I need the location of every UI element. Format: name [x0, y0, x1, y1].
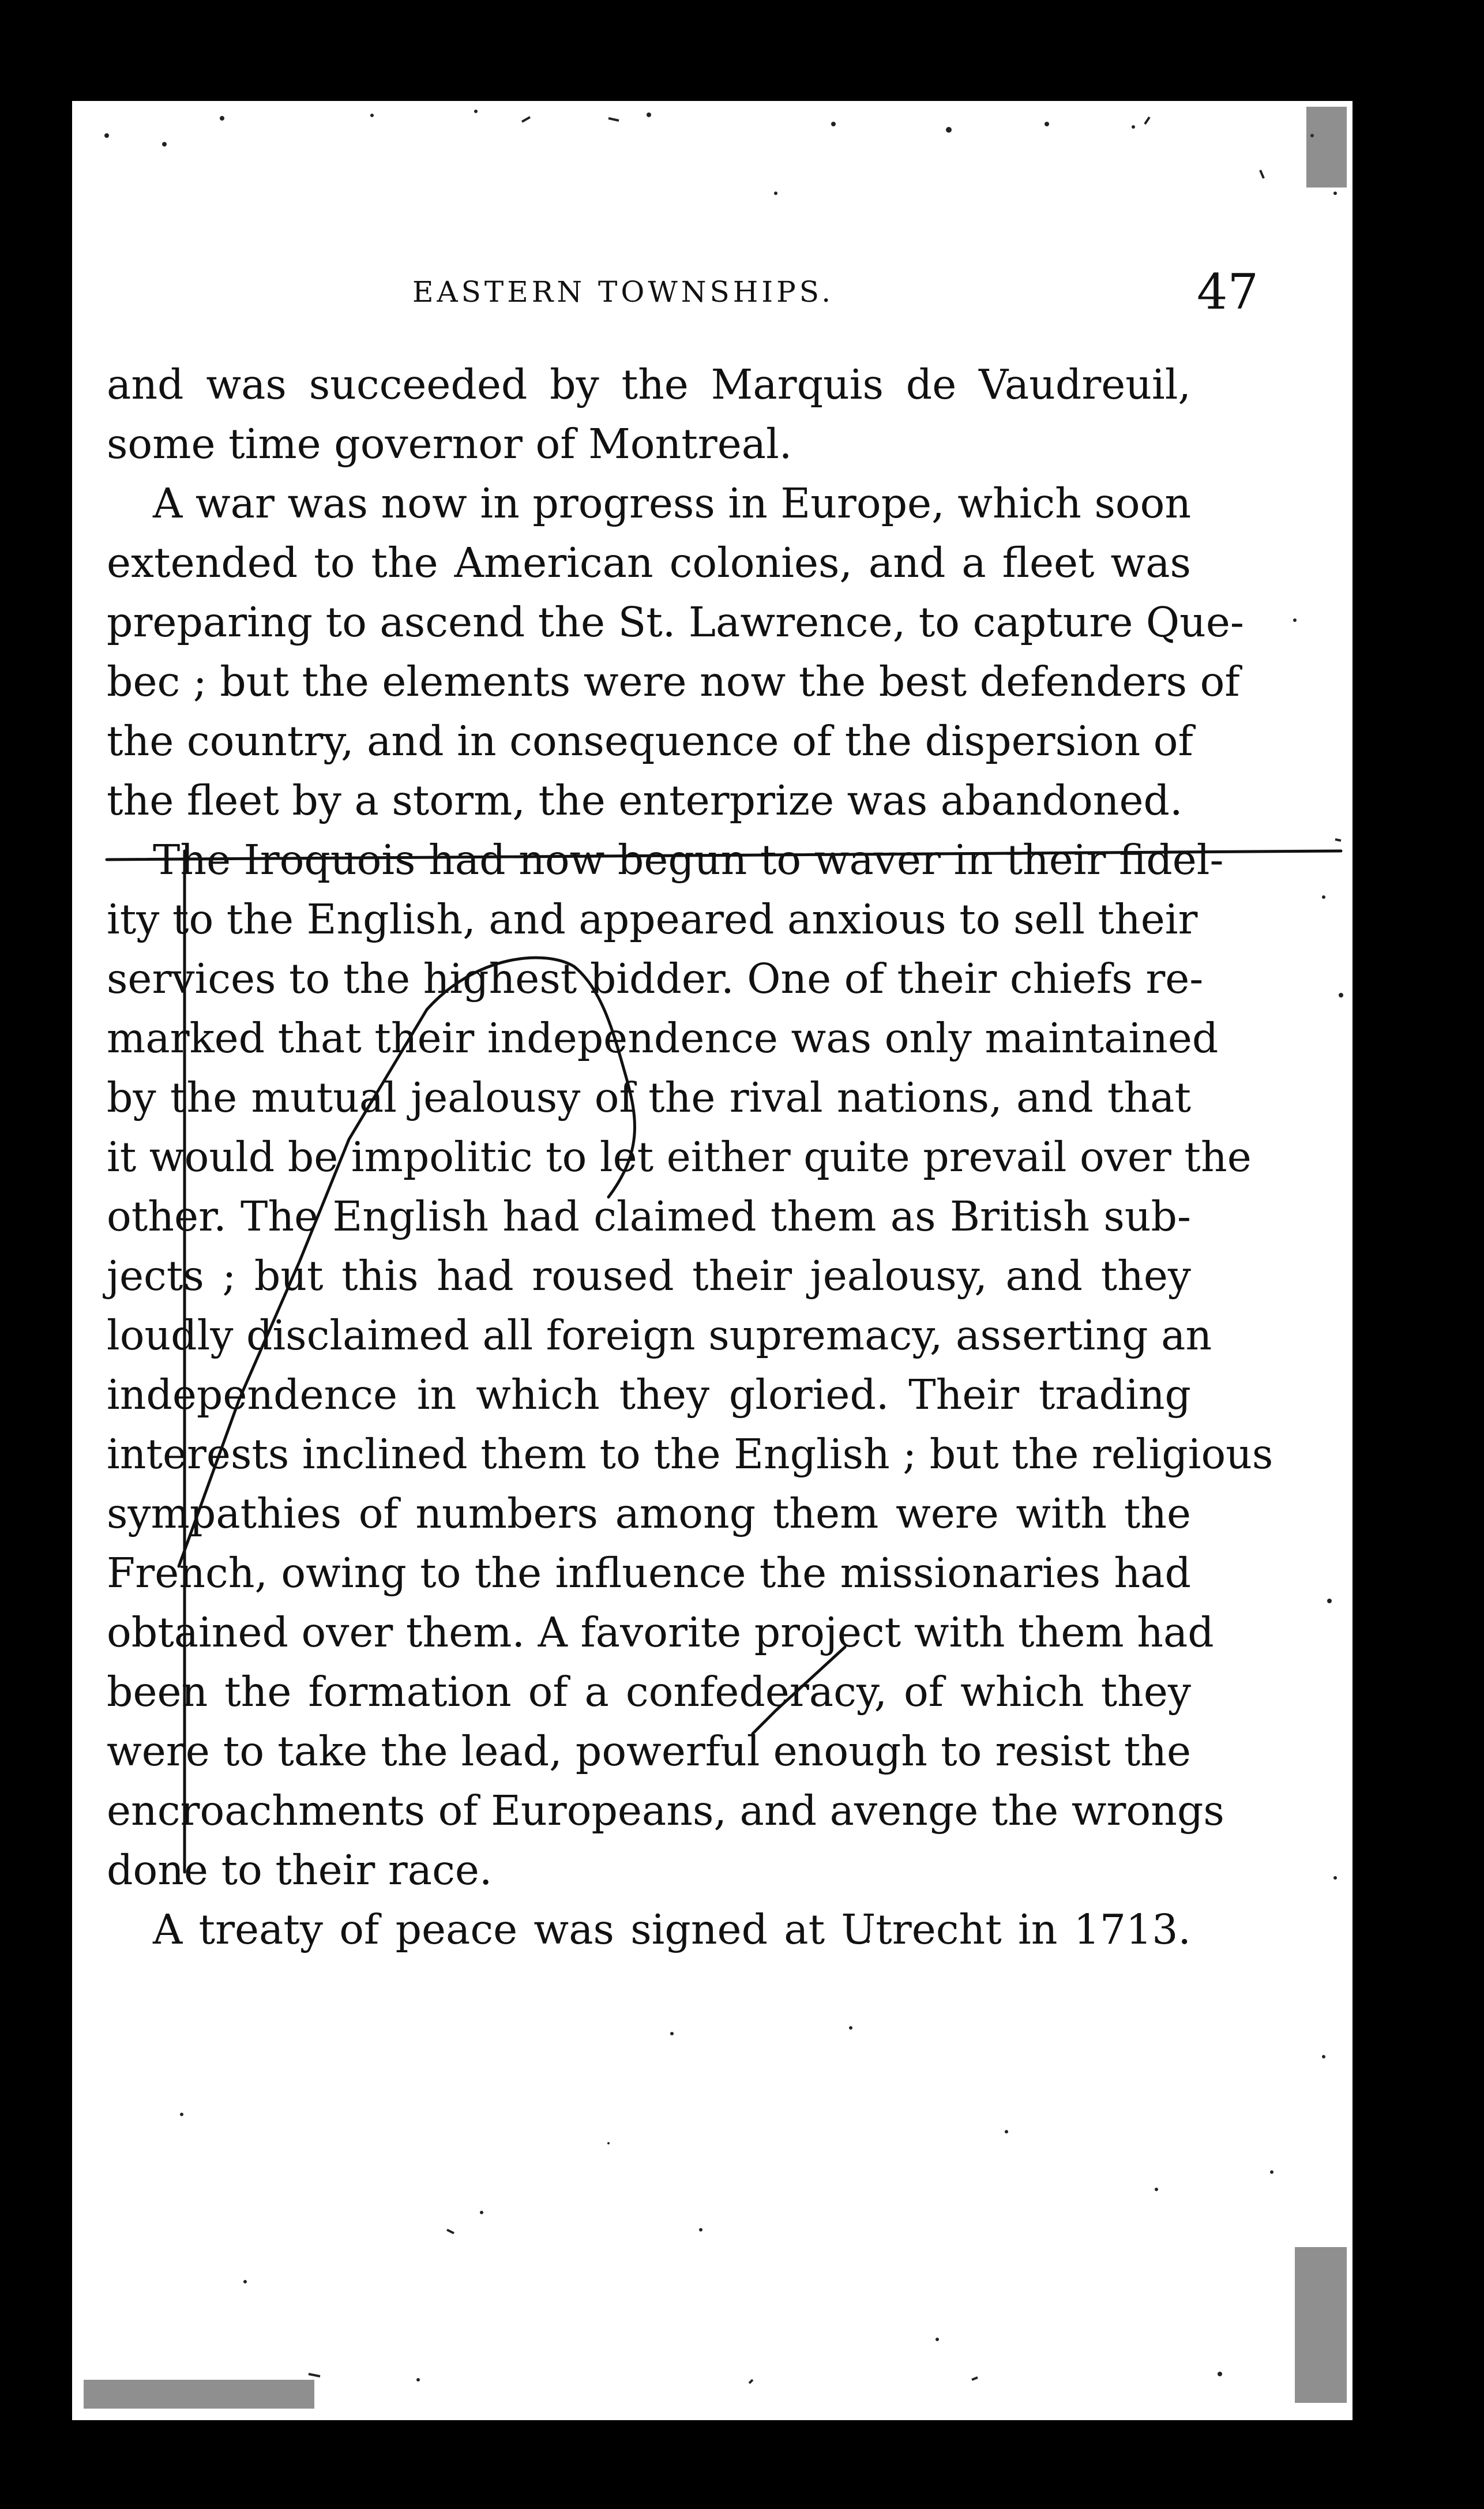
text-line: obtained over them. A favorite project with them had: [107, 1608, 1214, 1656]
text-line: ity to the English, and appeared anxious to sell their: [107, 895, 1198, 943]
running-head: EASTERN TOWNSHIPS.: [412, 275, 835, 309]
text-line: interests inclined them to the English ; but the religious: [107, 1430, 1273, 1478]
text-line: services to the highest bidder. One of their chiefs re-: [107, 955, 1204, 1003]
text-line: sympathies of numbers among them were with the: [107, 1490, 1191, 1537]
text-line: were to take the lead, powerful enough to resist the: [107, 1727, 1191, 1775]
text-line: been the formation of a confederacy, of which they: [107, 1668, 1191, 1716]
text-line: independence in which they gloried. Their trading: [107, 1371, 1191, 1419]
text-line: extended to the American colonies, and a fleet was: [107, 539, 1191, 587]
text-line: jects ; but this had roused their jealousy, and they: [107, 1252, 1191, 1300]
text-line: preparing to ascend the St. Lawrence, to capture Que-: [107, 598, 1244, 646]
text-line: marked that their independence was only maintained: [107, 1014, 1219, 1062]
text-line: The Iroquois had now begun to waver in their fidel-: [153, 836, 1224, 884]
text-line: some time governor of Montreal.: [107, 420, 792, 468]
body-text: [107, 355, 1273, 1959]
text-line: A treaty of peace was signed at Utrecht in 1713.: [153, 1906, 1191, 1953]
text-line: loudly disclaimed all foreign supremacy, asserting an: [107, 1311, 1212, 1359]
book-page: [72, 101, 1352, 2420]
text-line: encroachments of Europeans, and avenge the wrongs: [107, 1787, 1224, 1835]
text-line: bec ; but the elements were now the best defenders of: [107, 658, 1240, 706]
text-line: French, owing to the influence the missionaries had: [107, 1549, 1191, 1597]
text-line: the country, and in consequence of the dispersion of: [107, 717, 1193, 765]
text-line: it would be impolitic to let either quite prevail over the: [107, 1133, 1252, 1181]
text-line: done to their race.: [107, 1846, 493, 1894]
text-line: A war was now in progress in Europe, which soon: [153, 479, 1192, 527]
text-line: the fleet by a storm, the enterprize was abandoned.: [107, 777, 1183, 824]
text-line: and was succeeded by the Marquis de Vaudreuil,: [107, 361, 1191, 408]
page-header: [72, 264, 1352, 333]
text-line: by the mutual jealousy of the rival nations, and that: [107, 1074, 1191, 1122]
page-number: 47: [1197, 264, 1258, 320]
text-line: other. The English had claimed them as British sub-: [107, 1192, 1191, 1240]
